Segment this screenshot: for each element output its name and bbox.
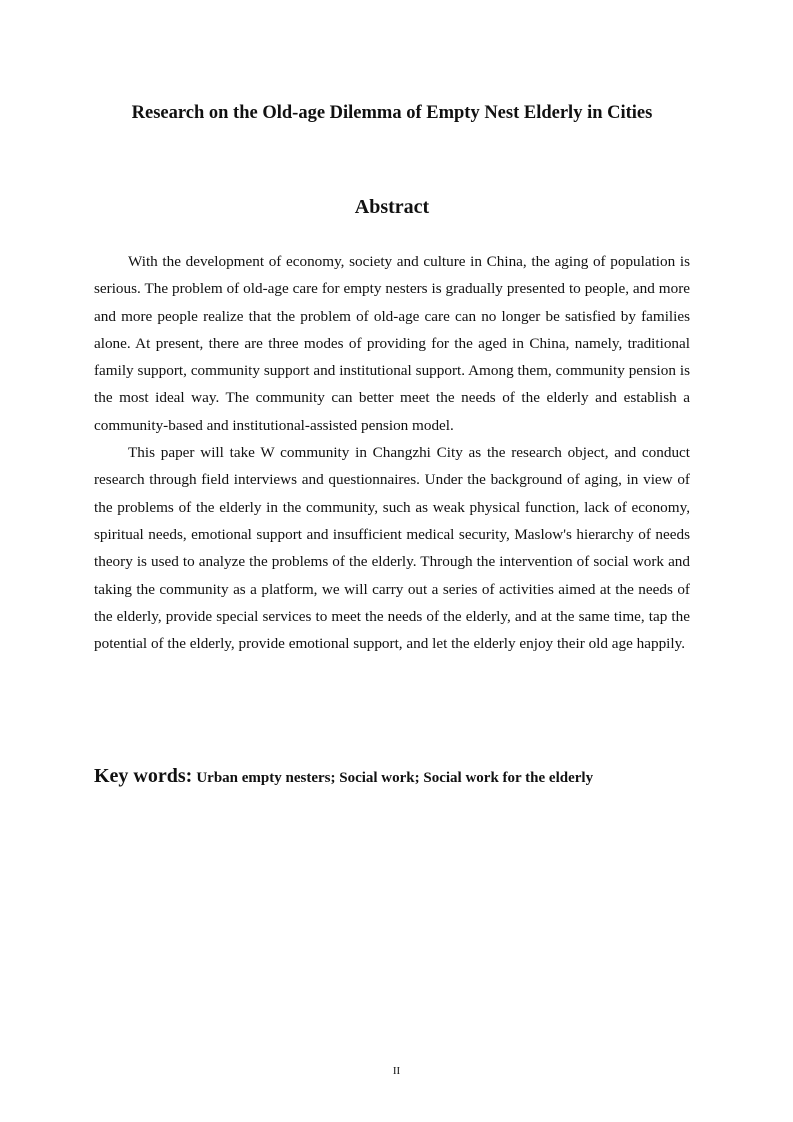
keywords-text: Urban empty nesters; Social work; Social work for the elderly: [196, 770, 594, 786]
abstract-paragraph-2: This paper will take W community in Changzhi City as the research object, and conduct research through field interviews and questionnaires. Under the background of aging, in view of the problems of the elderly in the community, such as weak physical function, lack of economy, spiritual needs, emotional support and insufficient medical security, Maslow's hierarchy of needs theory is used to analyze the problems of the elderly. Through the intervention of social work and taking the community as a platform, we will carry out a series of activities aimed at the needs of the elderly, provide special services to meet the needs of the elderly, and at the same time, tap the potential of the elderly, provide emotional support, and let the elderly enjoy their old age happily.: [94, 444, 690, 653]
keywords-line: [94, 765, 714, 788]
abstract-paragraph-1: With the development of economy, society and culture in China, the aging of population is serious. The problem of old-age care for empty nesters is gradually presented to people, and more and more people realize that the problem of old-age care can no longer be satisfied by families alone. At present, there are three modes of providing for the aged in China, namely, traditional family support, community support and institutional support. Among them, community pension is the most ideal way. The community can better meet the needs of the elderly and establish a community-based and institutional-assisted pension model.: [94, 253, 690, 434]
abstract-body: [94, 248, 690, 657]
page-number: II: [392, 1065, 401, 1077]
keywords-label: Key words:: [94, 765, 193, 787]
document-title: Research on the Old-age Dilemma of Empty Nest Elderly in Cities: [131, 103, 653, 123]
abstract-heading: Abstract: [354, 196, 430, 218]
